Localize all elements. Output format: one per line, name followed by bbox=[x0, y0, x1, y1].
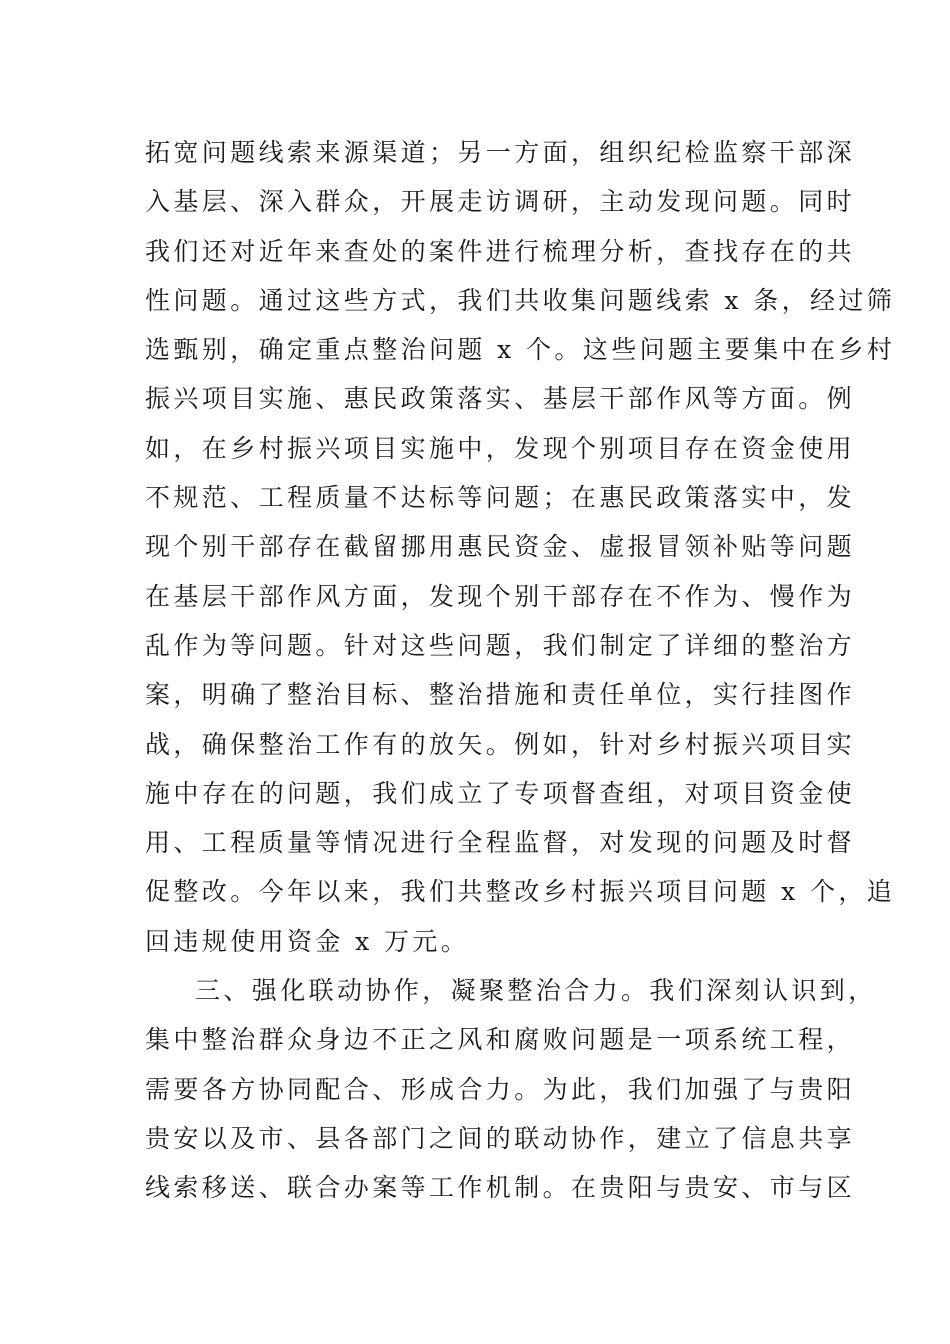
text-line: 需要各方协同配合、形成合力。为此，我们加强了与贵阳 bbox=[145, 1074, 856, 1104]
text-line: 战，确保整治工作有的放矢。例如，针对乡村振兴项目实 bbox=[145, 729, 856, 759]
text-line: 乱作为等问题。针对这些问题，我们制定了详细的整治方 bbox=[145, 630, 856, 660]
text-line: 不规范、工程质量不达标等问题；在惠民政策落实中，发 bbox=[145, 483, 856, 513]
section-heading-line: 三、强化联动协作，凝聚整治合力。我们深刻认识到， bbox=[195, 976, 877, 1006]
text-line: 回违规使用资金 x 万元。 bbox=[145, 926, 470, 956]
text-line: 在基层干部作风方面，发现个别干部存在不作为、慢作为 bbox=[145, 581, 856, 611]
body-text bbox=[145, 128, 896, 1213]
text-line: 我们还对近年来查处的案件进行梳理分析，查找存在的共 bbox=[145, 236, 856, 266]
text-line: 入基层、深入群众，开展走访调研，主动发现问题。同时 bbox=[145, 187, 856, 217]
text-line: 性问题。通过这些方式，我们共收集问题线索 x 条，经过筛 bbox=[145, 285, 896, 315]
text-line: 现个别干部存在截留挪用惠民资金、虚报冒领补贴等问题 bbox=[145, 532, 856, 562]
text-line: 用、工程质量等情况进行全程监督，对发现的问题及时督 bbox=[145, 828, 856, 858]
text-line: 线索移送、联合办案等工作机制。在贵阳与贵安、市与区 bbox=[145, 1173, 856, 1203]
text-line: 贵安以及市、县各部门之间的联动协作，建立了信息共享 bbox=[145, 1123, 856, 1153]
text-line: 案，明确了整治目标、整治措施和责任单位，实行挂图作 bbox=[145, 680, 856, 710]
text-line: 如，在乡村振兴项目实施中，发现个别项目存在资金使用 bbox=[145, 433, 856, 463]
text-line: 集中整治群众身边不正之风和腐败问题是一项系统工程， bbox=[145, 1025, 856, 1055]
text-line: 选甄别，确定重点整治问题 x 个。这些问题主要集中在乡村 bbox=[145, 335, 896, 365]
text-line: 振兴项目实施、惠民政策落实、基层干部作风等方面。例 bbox=[145, 384, 856, 414]
text-line: 拓宽问题线索来源渠道；另一方面，组织纪检监察干部深 bbox=[145, 138, 856, 167]
text-line: 施中存在的问题，我们成立了专项督查组，对项目资金使 bbox=[145, 778, 856, 808]
text-line: 促整改。今年以来，我们共整改乡村振兴项目问题 x 个，追 bbox=[145, 877, 896, 907]
